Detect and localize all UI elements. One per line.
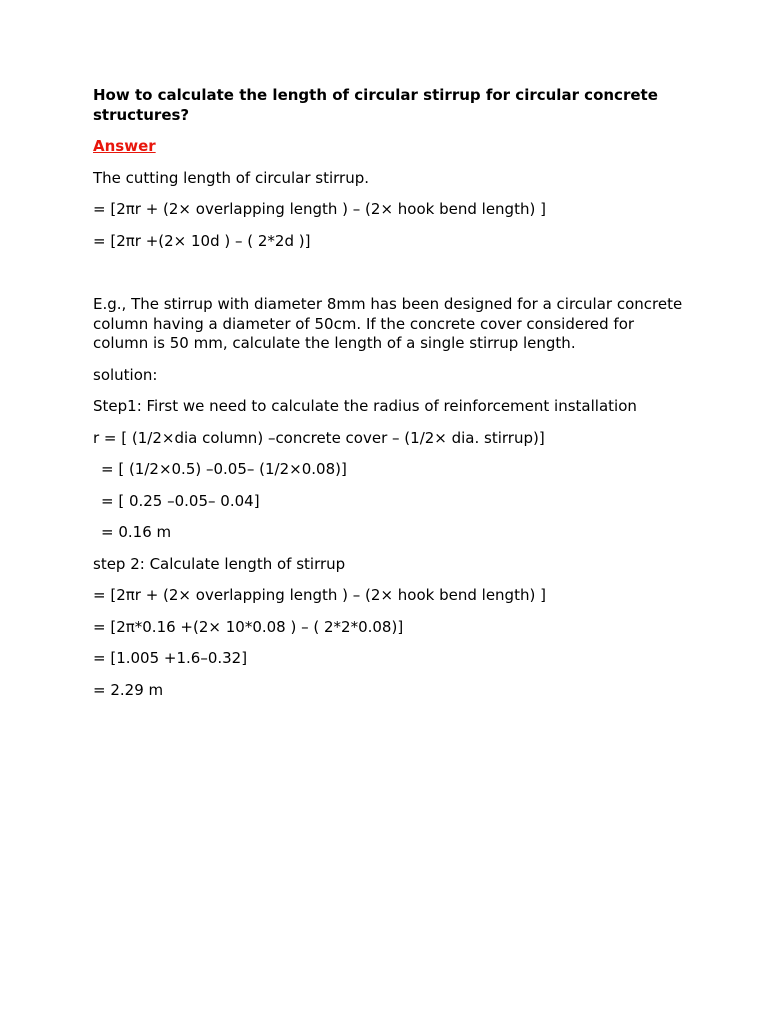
cutting-length-intro: The cutting length of circular stirrup.	[93, 168, 369, 187]
answer-label: Answer	[93, 137, 156, 155]
step2-line: = [1.005 +1.6–0.32]	[93, 649, 248, 667]
step2-line: = [2π*0.16 +(2× 10*0.08 ) – ( 2*2*0.08)]	[93, 617, 404, 636]
step1-line: = [ 0.25 –0.05– 0.04]	[101, 491, 260, 510]
step2-line: = [2πr + (2× overlapping length ) – (2× hook bend length) ]	[93, 586, 546, 604]
step1-heading: Step1: First we need to calculate the radius of reinforcement installation	[93, 397, 637, 415]
solution-label: solution:	[93, 365, 158, 384]
step2-heading: step 2: Calculate length of stirrup	[93, 554, 346, 573]
step1-line: r = [ (1/2×dia column) –concrete cover – (1/2× dia. stirrup)]	[93, 428, 545, 447]
question-title: How to calculate the length of circular stirrup for circular concrete structures?	[93, 86, 658, 124]
example-paragraph: E.g., The stirrup with diameter 8mm has been designed for a circular concrete column having a diameter of 50cm. If the concrete cover considered for column is 50 mm, calculate the length of a single stirrup length.	[93, 295, 683, 352]
step1-line: = [ (1/2×0.5) –0.05– (1/2×0.08)]	[101, 460, 347, 478]
document-body	[93, 86, 683, 712]
formula-substituted: = [2πr +(2× 10d ) – ( 2*2d )]	[93, 231, 311, 250]
step2-result: = 2.29 m	[93, 680, 164, 699]
step1-result: = 0.16 m	[101, 523, 172, 541]
formula-general: = [2πr + (2× overlapping length ) – (2× hook bend length) ]	[93, 200, 546, 218]
paragraph-spacer	[93, 263, 683, 295]
